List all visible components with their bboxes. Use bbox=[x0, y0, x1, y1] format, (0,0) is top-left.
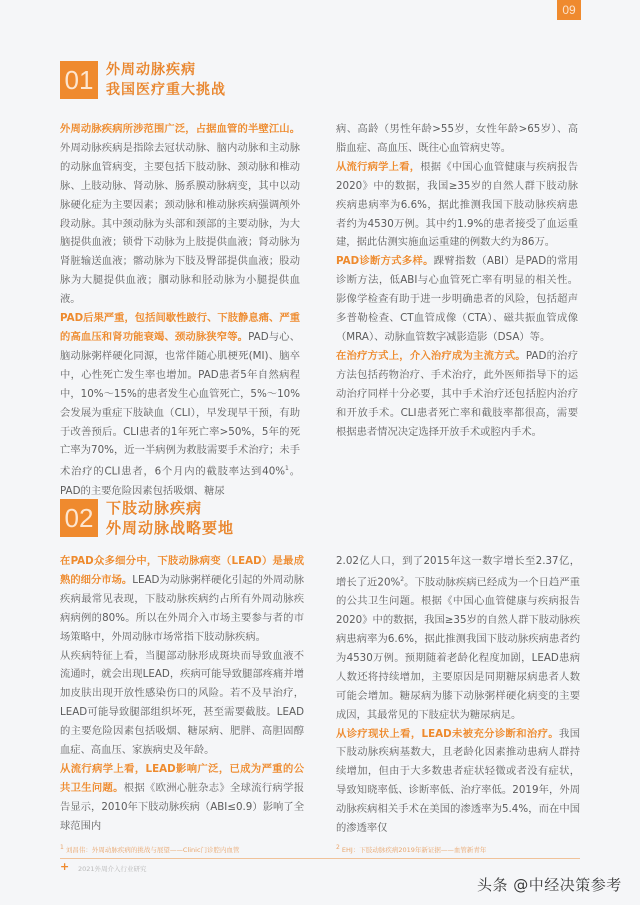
body-text: 外周动脉疾病是指除去冠状动脉、脑内动脉和主动脉的动脉血管病变，主要包括下肢动脉、颈动脉和椎动脉、上肢动脉、肾动脉、肠系膜动脉病变，其中以动脉硬化症为主要因素；颈动脉和椎动脉疾病强调颅外段动脉。其中颈动脉为头部和颈部的主要动脉，为大脑提供血液；锁骨下动脉为上肢提供血液；肾动脉为肾脏输送血液；髂动脉为下肢及臀部提供血液；股动脉为大腿提供血液；腘动脉和胫动脉为小腿提供血液。 bbox=[60, 141, 300, 306]
paragraph bbox=[60, 760, 304, 836]
footnote-ref: 2 bbox=[400, 575, 405, 583]
footnote-divider bbox=[60, 858, 580, 859]
section-1-right-column bbox=[336, 120, 578, 441]
watermark: 头条 @中经决策参考 bbox=[477, 876, 622, 894]
paragraph bbox=[336, 552, 580, 725]
footnote-ref: 1 bbox=[285, 465, 289, 473]
section-1-number: 01 bbox=[60, 61, 98, 99]
section-1-left-column bbox=[60, 120, 300, 501]
footnote-2-marker: 2 bbox=[336, 844, 340, 851]
highlight-text: 从诊疗现状上看，LEAD未被充分诊断和治疗。 bbox=[336, 727, 559, 740]
section-2-number: 02 bbox=[60, 499, 98, 537]
footnote-2-text: EHJ：下肢动脉疾病2019年新证据——血管新青年 bbox=[341, 846, 487, 855]
body-text: PAD的治疗方法包括药物治疗、手术治疗，此外医师指导下的运动治疗同样十分必要，其中手术治疗还包括腔内治疗和开放手术。CLI患者死亡率和截肢率都很高，需要根据患者情况决定选择开放手术或腔内手术。 bbox=[336, 349, 579, 438]
highlight-text: 在PAD众多细分中，下肢动脉病变（LEAD）是最成熟的细分市场。 bbox=[60, 555, 304, 586]
body-text: 根据《中国心血管健康与疾病报告2020》中的数据，我国≥35岁的自然人群下肢动脉疾病患病率为6.6%，据此推测我国下肢动脉疾病患者约为4530万例。其中约1.9%的患者接受了血运重建，据此估测实施血运重建的例数大约为86万。 bbox=[336, 160, 579, 249]
plus-icon: + bbox=[60, 860, 70, 873]
paragraph bbox=[336, 120, 578, 158]
section-1-titles bbox=[106, 60, 226, 100]
section-1-title-line1: 外周动脉疾病 bbox=[106, 62, 196, 78]
highlight-text: 从流行病学上看， bbox=[336, 160, 421, 173]
highlight-text: PAD诊断方式多样。 bbox=[336, 255, 434, 268]
section-2-left-column bbox=[60, 552, 304, 836]
highlight-text: 在治疗方式上，介入治疗成为主流方式。 bbox=[336, 349, 526, 362]
body-text: 从疾病特征上看，当腿部动脉形成斑块而导致血液不流通时，就会出现LEAD，疾病可能导致腿部疼痛并增加皮肤出现开放性感染伤口的风险。若不及早治疗，LEAD可能导致腿部组织坏死，甚至需要截肢。LEAD的主要危险因素包括吸烟、糖尿病、肥胖、高胆固醇血症、高血压、家族病史及年龄。 bbox=[60, 649, 304, 757]
section-2-title-line2: 外周动脉战略要地 bbox=[106, 519, 235, 537]
paragraph bbox=[336, 252, 578, 347]
paragraph bbox=[60, 647, 304, 760]
highlight-text: 从流行病学上看，LEAD影响广泛，已成为严重的公共卫生问题。 bbox=[60, 762, 304, 794]
footer-report-title: 2021外周介入行业研究 bbox=[78, 865, 147, 873]
section-2-titles bbox=[106, 498, 234, 538]
section-1-title-line2: 我国医疗重大挑战 bbox=[106, 82, 226, 98]
body-text: 。PAD的主要危险因素包括吸烟、糖尿 bbox=[60, 465, 300, 497]
footnote-2 bbox=[336, 843, 486, 855]
highlight-text: 外周动脉疾病所涉范围广泛，占据血管的半壁江山。 bbox=[60, 123, 300, 135]
body-text: 我国下肢动脉疾病基数大，且老龄化因素推动患病人群持续增加，但由于大多数患者症状轻微或者没有症状，导致知晓率低、诊断率低、治疗率低。2019年，外周动脉疾病相关手术在美国的渗透率为5.4%，而在中国的渗透率仅 bbox=[336, 727, 580, 835]
paragraph bbox=[60, 120, 300, 309]
footnote-1-text: 刘昌伟：外周动脉疾病的挑战与展望——Clinic门诊腔内血管 bbox=[65, 846, 240, 855]
section-1-header bbox=[60, 60, 226, 100]
paragraph bbox=[60, 552, 304, 647]
body-text: LEAD为动脉粥样硬化引起的外周动脉疾病最常见表现，下肢动脉疾病约占所有外周动脉疾病病例的80%。所以在外周介入市场主要参与者的市场策略中，外周动脉市场常指下肢动脉疾病。 bbox=[60, 573, 305, 643]
footnote-1-marker: 1 bbox=[60, 844, 64, 851]
paragraph bbox=[336, 347, 578, 442]
body-text: 。下肢动脉疾病已经成为一个日趋严重的公共卫生问题。根据《中国心血管健康与疾病报告2020》中的数据，我国≥35岁的自然人群下肢动脉疾病患病率为6.6%，据此推测我国下肢动脉疾病患者约为4530万例。预期随着老龄化程度加剧，LEAD患病人数还将持续增加，主要原因是同期糖尿病患者人数可能会增加。糖尿病为膝下动脉粥样硬化病变的主要成因，其最常见的下肢症状为糖尿病足。 bbox=[336, 576, 581, 721]
body-text: 2.02亿人口，到了2015年这一数字增长至2.37亿，增长了近20% bbox=[336, 555, 580, 589]
body-text: PAD与心、脑动脉粥样硬化同源，也常伴随心肌梗死(MI)、脑卒中，心性死亡发生率也增加。PAD患者5年自然病程中，10%～15%的患者发生心血管死亡，5%～10%会发展为重症下肢缺血（CLI），早发现早干预，有助于改善预后。CLI患者的1年死亡率>50%，5年的死亡率为70%，近一半病例为救肢需要手术治疗；未手术治疗的CLI患者，6个月内的截肢率达到40% bbox=[60, 330, 301, 478]
body-text: 病、高龄（男性年龄>55岁，女性年龄>65岁）、高脂血症、高血压、既往心血管病史等。 bbox=[336, 123, 578, 154]
section-2-right-column bbox=[336, 552, 580, 838]
body-text: 根据《欧洲心脏杂志》全球流行病学报告显示，2010年下肢动脉疾病（ABI≤0.9）影响了全球范围内 bbox=[60, 781, 305, 832]
highlight-text: PAD后果严重，包括间歇性跛行、下肢静息痛、严重的高血压和肾功能衰竭、颈动脉狭窄等。 bbox=[60, 312, 300, 343]
section-2-header bbox=[60, 498, 234, 538]
paragraph bbox=[336, 158, 578, 253]
section-2-title-line1: 下肢动脉疾病 bbox=[106, 499, 203, 517]
page-number-badge: 09 bbox=[557, 0, 581, 20]
footnote-1 bbox=[60, 843, 240, 855]
paragraph bbox=[336, 725, 580, 838]
body-text: 踝臂指数（ABI）是PAD的常用诊断方法，低ABI与心血管死亡率有明显的相关性。影像学检查有助于进一步明确患者的风险，包括超声多普勒检查、CT血管成像（CTA）、磁共振血管成像（MRA）、动脉血管数字减影造影（DSA）等。 bbox=[336, 255, 578, 343]
paragraph bbox=[60, 309, 300, 500]
